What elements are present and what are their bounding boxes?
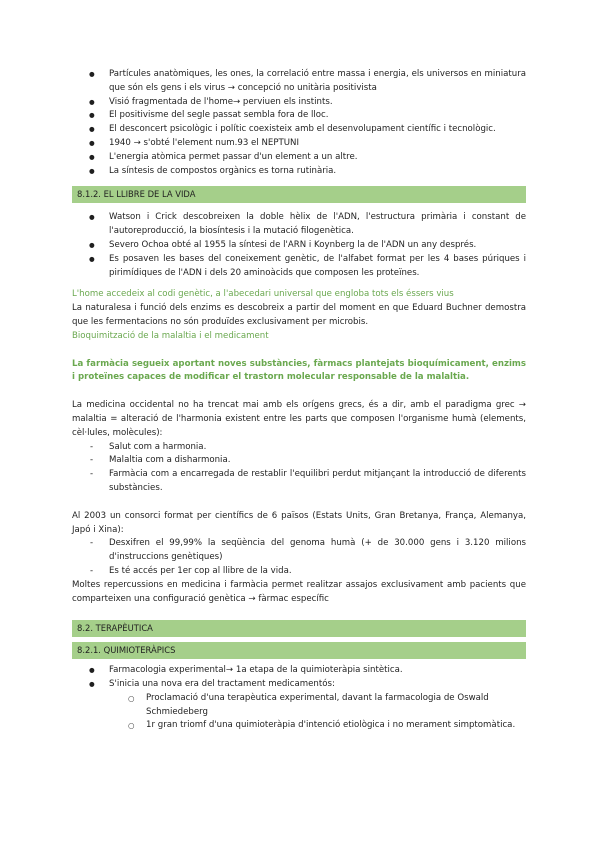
list-item: ● 1940 → s'obté l'element num.93 el NEPTUNI [72,137,526,151]
list-item: ● Es posaven les bases del coneixement genètic, de l'alfabet format per les 4 bases púriques i pirimídiques de l'ADN i dels 20 aminoàcids que composen les proteïnes. [72,253,526,281]
list-item: ● Farmacologia experimental→ 1a etapa de la quimioteràpia sintètica. [72,664,526,678]
dash-list-harmony [72,441,526,496]
bullet-list-chemotherapy [72,664,526,692]
bullet-list-physics [72,68,526,178]
list-item: - Farmàcia com a encarregada de restablir l'equilibri perdut mitjançant la introducció de diferents substàncies. [72,468,526,496]
list-item: ● El positivisme del segle passat sembla fora de lloc. [72,109,526,123]
list-item: ● El desconcert psicològic i polític coexisteix amb el desenvolupament científic i tecnològic. [72,123,526,137]
paragraph-enzymes: La naturalesa i funció dels enzims es descobreix a partir del moment en que Eduard Buchner demostra que les fermentacions no són produïdes exclusivament per microbis. [72,303,526,327]
section-heading-8-1-2: 8.1.2. EL LLIBRE DE LA VIDA [72,186,526,203]
dash-list-genome [72,537,526,578]
list-item: ○ Proclamació d'una terapèutica experimental, davant la farmacologia de Oswald Schmiedeberg [72,692,526,720]
list-item: - Malaltia com a disharmonia. [72,454,526,468]
list-item: ● Visió fragmentada de l'home→ perviuen els instints. [72,96,526,110]
list-item: - Salut com a harmonia. [72,441,526,455]
page-content [72,68,526,733]
highlight-biochemistry: Bioquimització de la malaltia i el medicament [72,330,269,341]
sub-list-chemotherapy [72,692,526,733]
list-item: - Desxifren el 99,99% la seqüència del genoma humà (+ de 30.000 gens i 3.120 milions d'instruccions genètiques) [72,537,526,565]
highlight-genetic-code: L'home accedeix al codi genètic, a l'abecedari universal que engloba tots els éssers vius [72,289,454,300]
section-heading-8-2-1: 8.2.1. QUIMIOTERÀPICS [72,642,526,659]
bullet-list-genetics [72,211,526,280]
list-item: ○ 1r gran triomf d'una quimioteràpia d'intenció etiològica i no merament simptomàtica. [72,719,526,733]
list-item: ● L'energia atòmica permet passar d'un element a un altre. [72,151,526,165]
list-item: ● Watson i Crick descobreixen la doble hèlix de l'ADN, l'estructura primària i constant de l'autoreproducció, la biosíntesis i la mutació filogenètica. [72,211,526,239]
list-item: - Es té accés per 1er cop al llibre de la vida. [72,565,526,579]
highlight-pharmacy: La farmàcia segueix aportant noves substàncies, fàrmacs plantejats bioquímicament, enzims i proteïnes capaces de modificar el trastorn molecular responsable de la malaltia. [72,358,526,383]
list-item: ● Severo Ochoa obté al 1955 la síntesi de l'ARN i Koynberg la de l'ADN un any després. [72,239,526,253]
paragraph-western-medicine: La medicina occidental no ha trencat mai amb els orígens grecs, és a dir, amb el paradigma grec → malaltia = alteració de l'harmonia existent entre les parts que composen l'organisme humà (elements, cèl·lules, molècules): [72,400,526,438]
list-item: ● La síntesis de compostos orgànics es torna rutinària. [72,165,526,179]
list-item: ● S'inicia una nova era del tractament medicamentós: [72,678,526,692]
paragraph-repercussions: Moltes repercussions en medicina i farmàcia permet realitzar assajos exclusivament amb pacients que comparteixen una configuració genètica → fàrmac específic [72,579,526,604]
paragraph-genome-consortium: Al 2003 un consorci format per científics de 6 països (Estats Units, Gran Bretanya, França, Alemanya, Japó i Xina): [72,510,526,535]
section-heading-8-2: 8.2. TERAPÈUTICA [72,620,526,637]
list-item: ● Partícules anatòmiques, les ones, la correlació entre massa i energia, els universos en miniatura que són els gens i els virus → concepció no unitària positivista [72,68,526,96]
